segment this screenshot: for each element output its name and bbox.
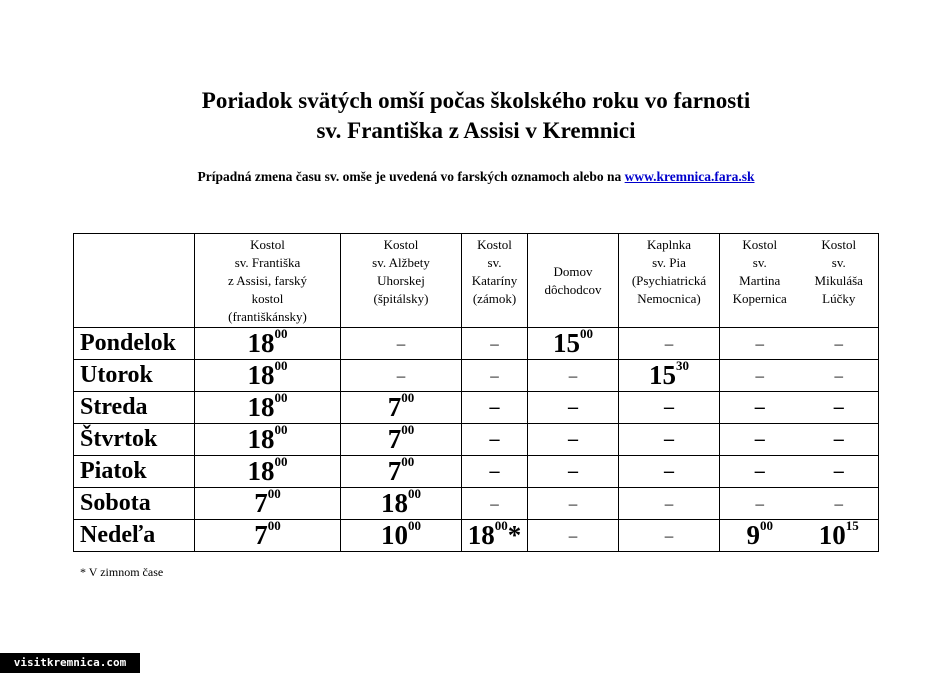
- day-label: Sobota: [74, 488, 195, 520]
- time-hour: 7: [254, 520, 268, 550]
- column-header: [462, 234, 528, 328]
- title-line-1: Poriadok svätých omší počas školského roku vo farnosti: [201, 88, 751, 113]
- no-mass: –: [720, 360, 800, 392]
- column-header-line: Kaplnka: [646, 237, 692, 252]
- column-header-line: Kopernica: [732, 291, 787, 306]
- column-header-line: Lúčky: [822, 291, 856, 306]
- mass-time: [341, 488, 462, 520]
- no-mass: –: [800, 328, 879, 360]
- column-header-line: sv. Františka: [234, 255, 301, 270]
- mass-time: [195, 456, 341, 488]
- table-row: [74, 392, 879, 424]
- no-mass: –: [462, 456, 528, 488]
- time-minutes: 00: [580, 326, 593, 341]
- time-hour: 18: [247, 328, 275, 358]
- no-mass: –: [528, 424, 619, 456]
- column-header-line: sv. Alžbety: [372, 255, 430, 270]
- no-mass: –: [462, 328, 528, 360]
- time-hour: 7: [387, 424, 402, 454]
- column-header-line: Kostol: [250, 237, 285, 252]
- column-header-line: sv.: [752, 255, 767, 270]
- column-header-line: Kostol: [383, 237, 419, 252]
- column-header-line: sv.: [487, 255, 502, 270]
- table-row: [74, 424, 879, 456]
- table-row: [74, 456, 879, 488]
- column-header: [720, 234, 800, 328]
- time-minutes: 00: [274, 390, 288, 405]
- day-label: Streda: [74, 392, 195, 424]
- no-mass: –: [720, 488, 800, 520]
- mass-time: [341, 392, 462, 424]
- no-mass: –: [528, 360, 619, 392]
- no-mass: –: [720, 424, 800, 456]
- column-header-line: (špitálsky): [373, 291, 429, 306]
- mass-time: [195, 328, 341, 360]
- column-header: [528, 234, 619, 328]
- time-hour: 7: [254, 488, 268, 518]
- schedule-body: [74, 328, 879, 552]
- table-row: [74, 520, 879, 552]
- no-mass: –: [619, 488, 720, 520]
- mass-schedule-table: [73, 233, 879, 552]
- site-watermark: visitkremnica.com: [0, 653, 140, 673]
- time-minutes: 00: [274, 358, 288, 373]
- column-header-line: Mikuláša: [814, 273, 863, 288]
- column-header-line: Martina: [739, 273, 781, 288]
- no-mass: –: [462, 360, 528, 392]
- mass-time: [528, 328, 619, 360]
- no-mass: –: [619, 520, 720, 552]
- no-mass: –: [462, 392, 528, 424]
- time-minutes: 00: [401, 454, 415, 469]
- page-title: [0, 86, 952, 146]
- column-header-line: sv. Pia: [652, 255, 686, 270]
- column-header-line: (zámok): [472, 291, 517, 306]
- table-row: [74, 488, 879, 520]
- mass-time: [462, 520, 528, 552]
- mass-time: [720, 520, 800, 552]
- mass-time: [195, 360, 341, 392]
- time-minutes: 00: [267, 486, 281, 501]
- no-mass: –: [800, 424, 879, 456]
- no-mass: –: [619, 456, 720, 488]
- column-header-line: Kostol: [477, 237, 512, 252]
- time-minutes: 00: [760, 518, 773, 533]
- column-header-line: Domov: [553, 263, 593, 279]
- no-mass: –: [619, 328, 720, 360]
- mass-time: [195, 520, 341, 552]
- column-header-line: Kataríny: [471, 273, 518, 288]
- day-label: Štvrtok: [74, 424, 195, 456]
- time-hour: 18: [467, 520, 495, 550]
- time-hour: 18: [381, 488, 408, 518]
- no-mass: –: [800, 488, 879, 520]
- no-mass: –: [341, 328, 462, 360]
- mass-time: [619, 360, 720, 392]
- table-row: [74, 360, 879, 392]
- change-notice: [0, 169, 952, 185]
- no-mass: –: [720, 328, 800, 360]
- column-header: [341, 234, 462, 328]
- time-hour: 15: [553, 328, 580, 358]
- time-minutes: 00: [267, 518, 281, 533]
- time-hour: 18: [247, 360, 275, 390]
- table-row: [74, 328, 879, 360]
- time-minutes: 00: [408, 518, 421, 533]
- time-hour: 7: [387, 392, 402, 422]
- column-header-line: Kostol: [821, 237, 857, 252]
- time-minutes: 00: [274, 422, 288, 437]
- no-mass: –: [528, 520, 619, 552]
- corner-cell: [74, 234, 195, 328]
- day-label: Utorok: [74, 360, 195, 392]
- time-hour: 18: [247, 456, 275, 486]
- mass-time: [800, 520, 879, 552]
- mass-time: [341, 520, 462, 552]
- no-mass: –: [528, 392, 619, 424]
- no-mass: –: [462, 424, 528, 456]
- header-row: [74, 234, 879, 328]
- no-mass: –: [341, 360, 462, 392]
- no-mass: –: [720, 456, 800, 488]
- no-mass: –: [619, 392, 720, 424]
- change-notice-text: Prípadná zmena času sv. omše je uvedená vo farských oznamoch alebo na: [197, 169, 622, 184]
- time-minutes: 00: [274, 326, 288, 341]
- day-label: Piatok: [74, 456, 195, 488]
- day-label: Pondelok: [74, 328, 195, 360]
- column-header-line: sv.: [831, 255, 846, 270]
- no-mass: –: [720, 392, 800, 424]
- column-header-line: dôchodcov: [544, 281, 602, 297]
- column-header: [619, 234, 720, 328]
- no-mass: –: [528, 456, 619, 488]
- column-header-line: Kostol: [742, 237, 778, 252]
- column-header-line: (Psychiatrická: [631, 273, 707, 288]
- no-mass: –: [800, 360, 879, 392]
- mass-time: [341, 424, 462, 456]
- footnote-marker: *: [507, 520, 522, 550]
- mass-time: [341, 456, 462, 488]
- no-mass: –: [619, 424, 720, 456]
- column-header-line: Nemocnica): [637, 291, 701, 306]
- mass-time: [195, 424, 341, 456]
- time-hour: 18: [247, 392, 275, 422]
- column-header-line: Uhorskej: [377, 273, 425, 288]
- title-line-2: sv. Františka z Assisi v Kremnici: [316, 118, 636, 143]
- column-header: [195, 234, 341, 328]
- no-mass: –: [800, 456, 879, 488]
- time-hour: 7: [387, 456, 402, 486]
- time-hour: 9: [746, 520, 760, 550]
- time-minutes: 00: [401, 422, 415, 437]
- mass-time: [195, 488, 341, 520]
- time-hour: 10: [381, 520, 408, 550]
- day-label: Nedeľa: [74, 520, 195, 552]
- column-header-line: (františkánsky): [228, 309, 307, 324]
- time-minutes: 30: [676, 358, 689, 373]
- time-hour: 10: [818, 520, 846, 550]
- time-hour: 18: [247, 424, 275, 454]
- mass-time: [195, 392, 341, 424]
- time-minutes: 00: [401, 390, 415, 405]
- no-mass: –: [462, 488, 528, 520]
- time-minutes: 00: [274, 454, 288, 469]
- no-mass: –: [800, 392, 879, 424]
- column-header-line: z Assisi, farský: [227, 273, 308, 288]
- time-minutes: 15: [845, 518, 859, 533]
- time-minutes: 00: [408, 486, 421, 501]
- column-header-line: kostol: [251, 291, 284, 306]
- no-mass: –: [528, 488, 619, 520]
- column-header: [800, 234, 879, 328]
- time-hour: 15: [649, 360, 676, 390]
- time-minutes: 00: [494, 518, 508, 533]
- parish-website-link[interactable]: www.kremnica.fara.sk: [624, 169, 755, 184]
- footnote: * V zimnom čase: [80, 565, 164, 579]
